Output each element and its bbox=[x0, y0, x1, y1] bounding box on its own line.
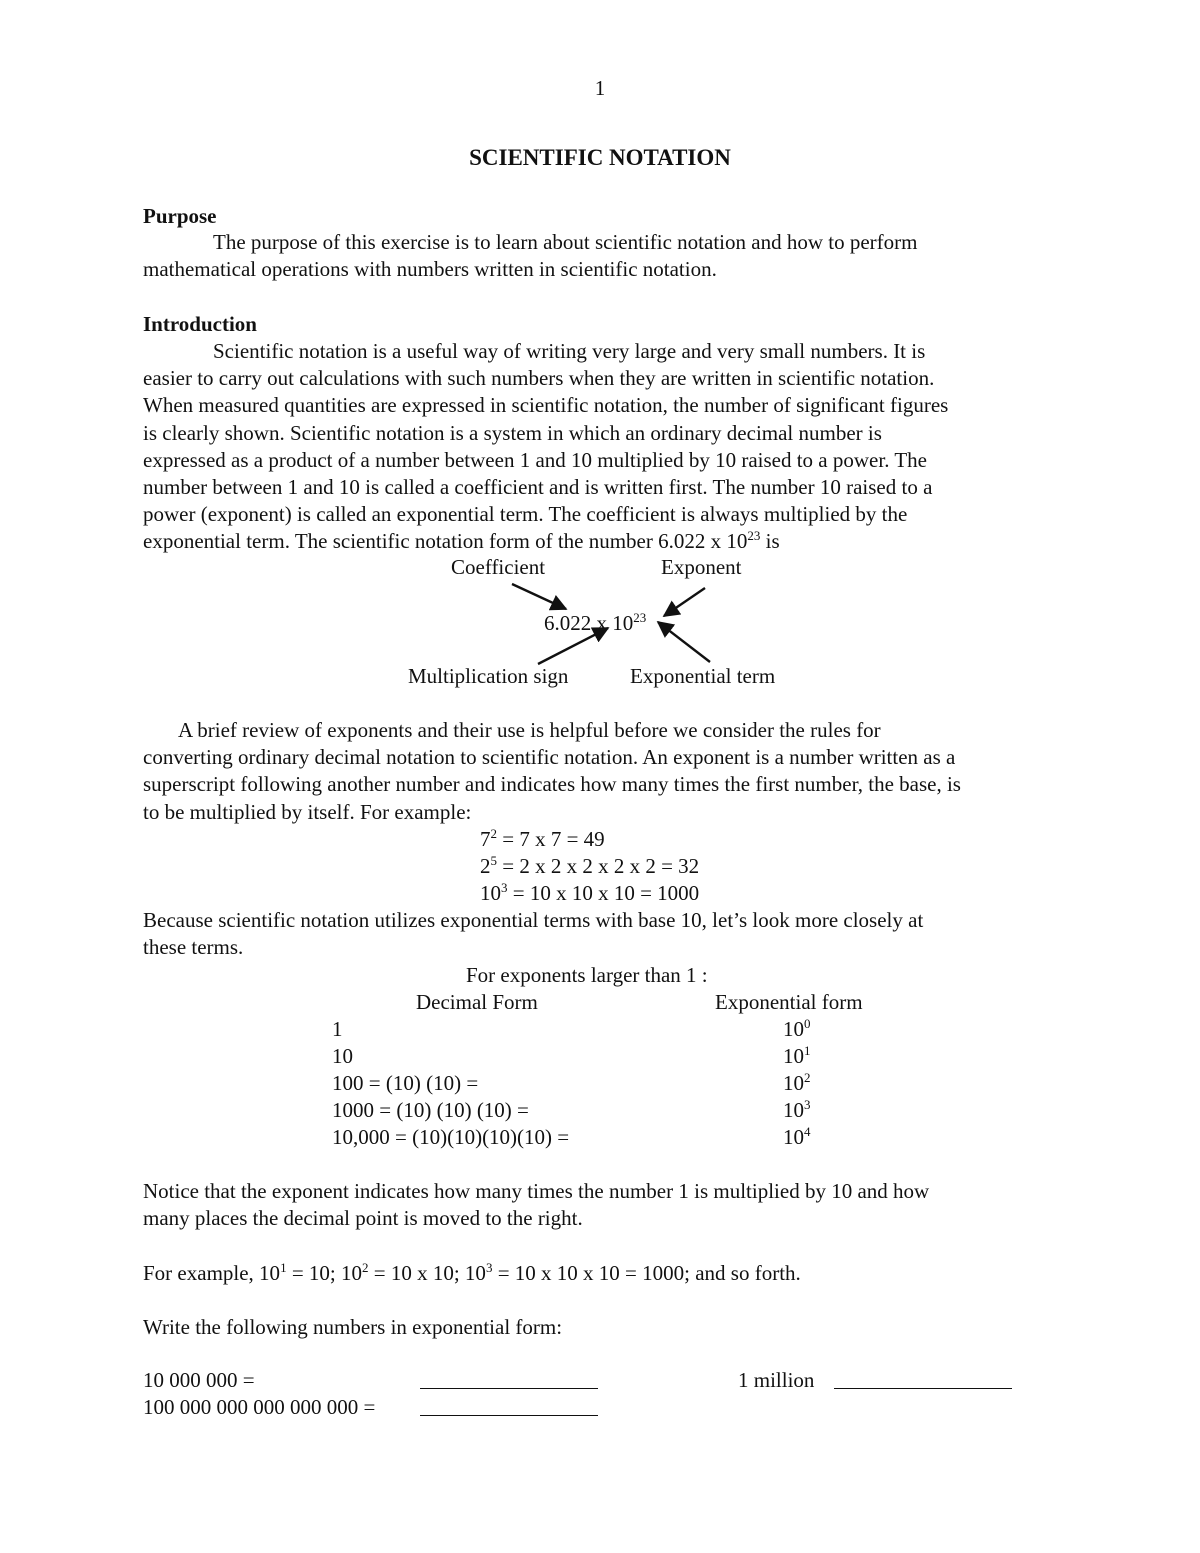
example-exponent: 3 bbox=[501, 880, 508, 895]
answer-blank[interactable] bbox=[834, 1367, 1012, 1394]
example-rest: = 2 x 2 x 2 x 2 x 2 = 32 bbox=[497, 854, 700, 878]
example-base: 2 bbox=[480, 854, 491, 878]
exp-power: 1 bbox=[804, 1043, 811, 1058]
label-coefficient: Coefficient bbox=[451, 555, 546, 579]
table-cell-decimal: 1 bbox=[332, 1017, 343, 1041]
fe-text: = 10; 10 bbox=[286, 1261, 362, 1285]
review-paragraph bbox=[143, 717, 1083, 826]
example-exponent: 5 bbox=[490, 853, 497, 868]
exp-base: 10 bbox=[783, 1125, 804, 1149]
example-equation bbox=[480, 853, 699, 880]
answer-blank[interactable] bbox=[420, 1367, 598, 1394]
because-paragraph bbox=[143, 907, 1083, 961]
column-header-exponential: Exponential form bbox=[715, 990, 863, 1014]
notice-line: Notice that the exponent indicates how many times the number 1 is multiplied by 10 and how bbox=[143, 1179, 930, 1203]
exp-base: 10 bbox=[783, 1044, 804, 1068]
example-rest: = 10 x 10 x 10 = 1000 bbox=[507, 881, 700, 905]
fe-exp: 2 bbox=[362, 1260, 369, 1275]
intro-line: easier to carry out calculations with such numbers when they are written in scientific notation. bbox=[143, 366, 935, 391]
because-line: Because scientific notation utilizes exponential terms with base 10, let’s look more closely at bbox=[143, 908, 924, 932]
table-cell-decimal: 1000 = (10) (10) (10) = bbox=[332, 1098, 529, 1122]
label-exponent: Exponent bbox=[661, 555, 742, 579]
arrow-exponent bbox=[664, 588, 705, 616]
arrow-exponential-term bbox=[658, 622, 710, 662]
expression-base: 6.022 x 10 bbox=[544, 611, 634, 635]
table-caption: For exponents larger than 1 : bbox=[466, 963, 708, 987]
table-cell-exponential bbox=[783, 1097, 811, 1124]
exp-base: 10 bbox=[783, 1071, 804, 1095]
fe-text: = 10 x 10; 10 bbox=[368, 1261, 486, 1285]
expression-exponent: 23 bbox=[633, 610, 647, 625]
intro-line: number between 1 and 10 is called a coefficient and is written first. The number 10 raised to a bbox=[143, 475, 933, 500]
label-exponential-term: Exponential term bbox=[630, 664, 776, 688]
table-cell-decimal: 10 bbox=[332, 1044, 353, 1068]
intro-line: When measured quantities are expressed in scientific notation, the number of significant figures bbox=[143, 393, 949, 418]
page-title: SCIENTIFIC NOTATION bbox=[469, 145, 731, 170]
table-cell-exponential bbox=[783, 1016, 811, 1043]
intro-line: is clearly shown. Scientific notation is a system in which an ordinary decimal number is bbox=[143, 420, 882, 445]
review-line: superscript following another number and indicates how many times the first number, the base, is bbox=[143, 772, 961, 797]
notice-line: many places the decimal point is moved to the right. bbox=[143, 1206, 583, 1231]
example-base: 10 bbox=[480, 881, 501, 905]
answer-blank[interactable] bbox=[420, 1394, 598, 1421]
table-cell-decimal: 100 = (10) (10) = bbox=[332, 1071, 479, 1095]
example-rest: = 7 x 7 = 49 bbox=[497, 827, 605, 851]
column-header-decimal: Decimal Form bbox=[416, 990, 538, 1014]
fe-exp: 3 bbox=[485, 1260, 493, 1275]
table-cell-exponential bbox=[783, 1043, 811, 1070]
exp-power: 3 bbox=[804, 1097, 811, 1112]
purpose-line: The purpose of this exercise is to learn about scientific notation and how to perform bbox=[213, 230, 918, 254]
example-equation bbox=[480, 826, 605, 853]
review-line: converting ordinary decimal notation to scientific notation. An exponent is a number written as a bbox=[143, 745, 956, 770]
exp-power: 0 bbox=[804, 1016, 811, 1031]
label-multiplication-sign: Multiplication sign bbox=[408, 664, 569, 688]
intro-last-text: exponential term. The scientific notation form of the number 6.022 x 10 bbox=[143, 529, 748, 554]
because-line: these terms. bbox=[143, 935, 244, 960]
exp-base: 10 bbox=[783, 1017, 804, 1041]
exp-power: 2 bbox=[804, 1070, 811, 1085]
fe-exp: 1 bbox=[280, 1260, 287, 1275]
intro-last-exponent: 23 bbox=[747, 528, 761, 544]
exercise-instruction: Write the following numbers in exponential form: bbox=[143, 1315, 563, 1339]
arrow-coefficient bbox=[512, 584, 566, 609]
purpose-heading: Purpose bbox=[143, 204, 217, 228]
table-cell-exponential bbox=[783, 1124, 811, 1151]
intro-last-tail: is bbox=[760, 529, 780, 554]
review-line: to be multiplied by itself. For example: bbox=[143, 799, 472, 824]
arrow-multiplication bbox=[538, 628, 608, 664]
example-base: 7 bbox=[480, 827, 491, 851]
intro-line: power (exponent) is called an exponential term. The coefficient is always multiplied by the bbox=[143, 502, 908, 527]
exercise-item-label: 10 000 000 = bbox=[143, 1368, 255, 1392]
table-cell-exponential bbox=[783, 1070, 811, 1097]
introduction-heading: Introduction bbox=[143, 312, 257, 336]
table-cell-decimal: 10,000 = (10)(10)(10)(10) = bbox=[332, 1125, 570, 1149]
purpose-line: mathematical operations with numbers written in scientific notation. bbox=[143, 257, 717, 282]
intro-line: Scientific notation is a useful way of writing very large and very small numbers. It is bbox=[213, 339, 926, 363]
fe-text: For example, 10 bbox=[143, 1261, 281, 1285]
example-exponent: 2 bbox=[490, 826, 497, 841]
exp-base: 10 bbox=[783, 1098, 804, 1122]
exp-power: 4 bbox=[804, 1124, 811, 1139]
for-example-line bbox=[143, 1260, 801, 1287]
intro-line: expressed as a product of a number between 1 and 10 multiplied by 10 raised to a power. The bbox=[143, 447, 927, 472]
exercise-item-label: 1 million bbox=[738, 1368, 815, 1392]
page-number: 1 bbox=[594, 76, 606, 100]
fe-text: = 10 x 10 x 10 = 1000; and so forth. bbox=[492, 1261, 801, 1285]
notice-paragraph bbox=[143, 1178, 1083, 1232]
example-equation bbox=[480, 880, 699, 907]
exercise-item-label: 100 000 000 000 000 000 = bbox=[143, 1395, 376, 1419]
review-line: A brief review of exponents and their use is helpful before we consider the rules for bbox=[178, 718, 881, 742]
